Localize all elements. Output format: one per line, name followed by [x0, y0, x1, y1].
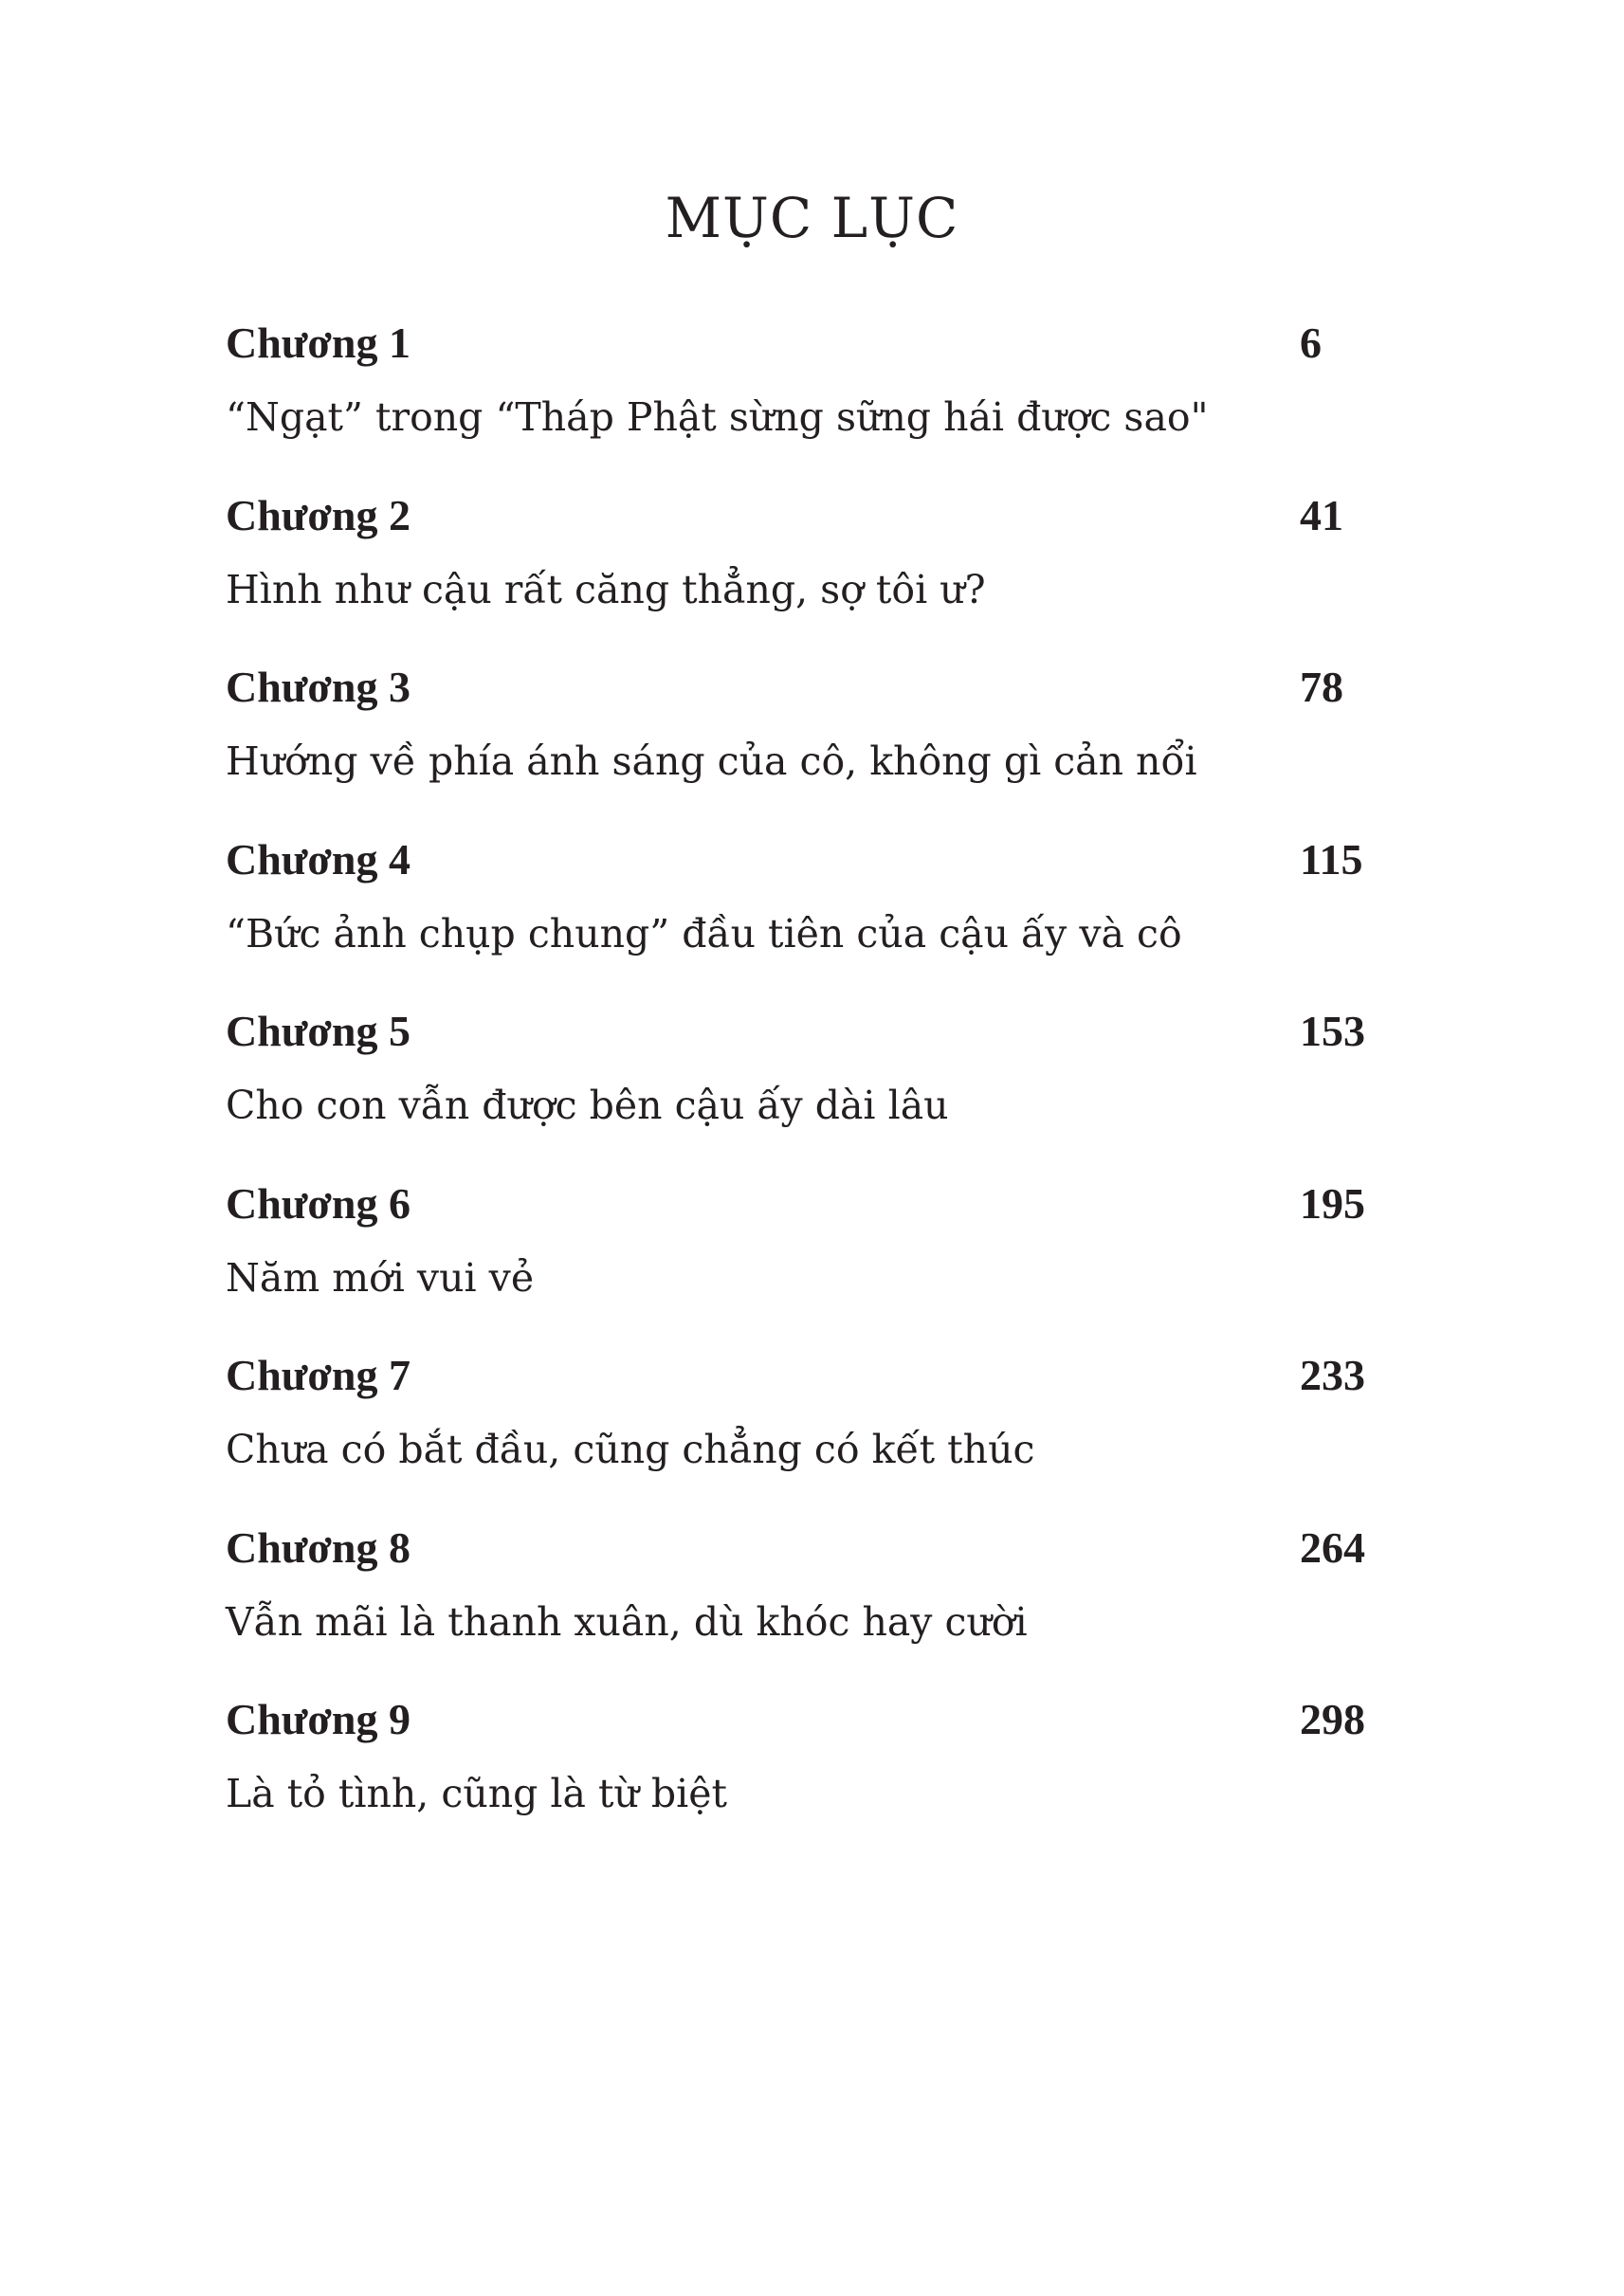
page-number: 78: [1300, 663, 1343, 711]
toc-entry-3[interactable]: [226, 657, 1420, 829]
chapter-subtitle: “Ngạt” trong “Tháp Phật sừng sững hái được sao": [226, 394, 1209, 440]
page-number: 233: [1300, 1351, 1365, 1399]
chapter-subtitle: Năm mới vui vẻ: [226, 1254, 535, 1301]
toc-entry-5[interactable]: [226, 1001, 1420, 1174]
chapter-label: Chương 6: [226, 1178, 411, 1228]
chapter-label: Chương 2: [226, 490, 411, 539]
chapter-label: Chương 1: [226, 319, 411, 367]
chapter-label: Chương 8: [226, 1522, 411, 1572]
toc-entry-4[interactable]: [226, 829, 1420, 1002]
chapter-subtitle: Hướng về phía ánh sáng của cô, không gì cản nổi: [226, 738, 1197, 784]
page-title: MỤC LỤC: [665, 186, 959, 250]
page-number: 6: [1300, 319, 1322, 367]
page-number: 115: [1300, 834, 1363, 884]
table-of-contents: [226, 313, 1420, 1862]
chapter-label: Chương 3: [226, 663, 411, 711]
page-number: 298: [1300, 1695, 1365, 1743]
page-number: 41: [1300, 490, 1343, 539]
chapter-subtitle: Cho con vẫn được bên cậu ấy dài lâu: [226, 1083, 949, 1128]
page-number: 153: [1300, 1007, 1365, 1055]
chapter-subtitle: Vẫn mãi là thanh xuân, dù khóc hay cười: [226, 1598, 1028, 1645]
toc-entry-7[interactable]: [226, 1345, 1420, 1518]
chapter-label: Chương 9: [226, 1695, 411, 1743]
toc-entry-6[interactable]: [226, 1174, 1420, 1346]
chapter-subtitle: Hình như cậu rất căng thẳng, sợ tôi ư?: [226, 566, 986, 612]
page-number: 195: [1300, 1178, 1365, 1228]
chapter-label: Chương 4: [226, 834, 411, 884]
toc-entry-9[interactable]: [226, 1689, 1420, 1862]
chapter-subtitle: Chưa có bắt đầu, cũng chẳng có kết thúc: [226, 1427, 1035, 1472]
page-number: 264: [1300, 1522, 1365, 1572]
chapter-subtitle: Là tỏ tình, cũng là từ biệt: [226, 1771, 728, 1816]
toc-entry-8[interactable]: [226, 1518, 1420, 1690]
chapter-label: Chương 5: [226, 1007, 411, 1055]
chapter-subtitle: “Bức ảnh chụp chung” đầu tiên của cậu ấy và cô: [226, 910, 1182, 957]
toc-entry-2[interactable]: [226, 485, 1420, 658]
chapter-label: Chương 7: [226, 1351, 411, 1399]
toc-entry-1[interactable]: [226, 313, 1420, 485]
